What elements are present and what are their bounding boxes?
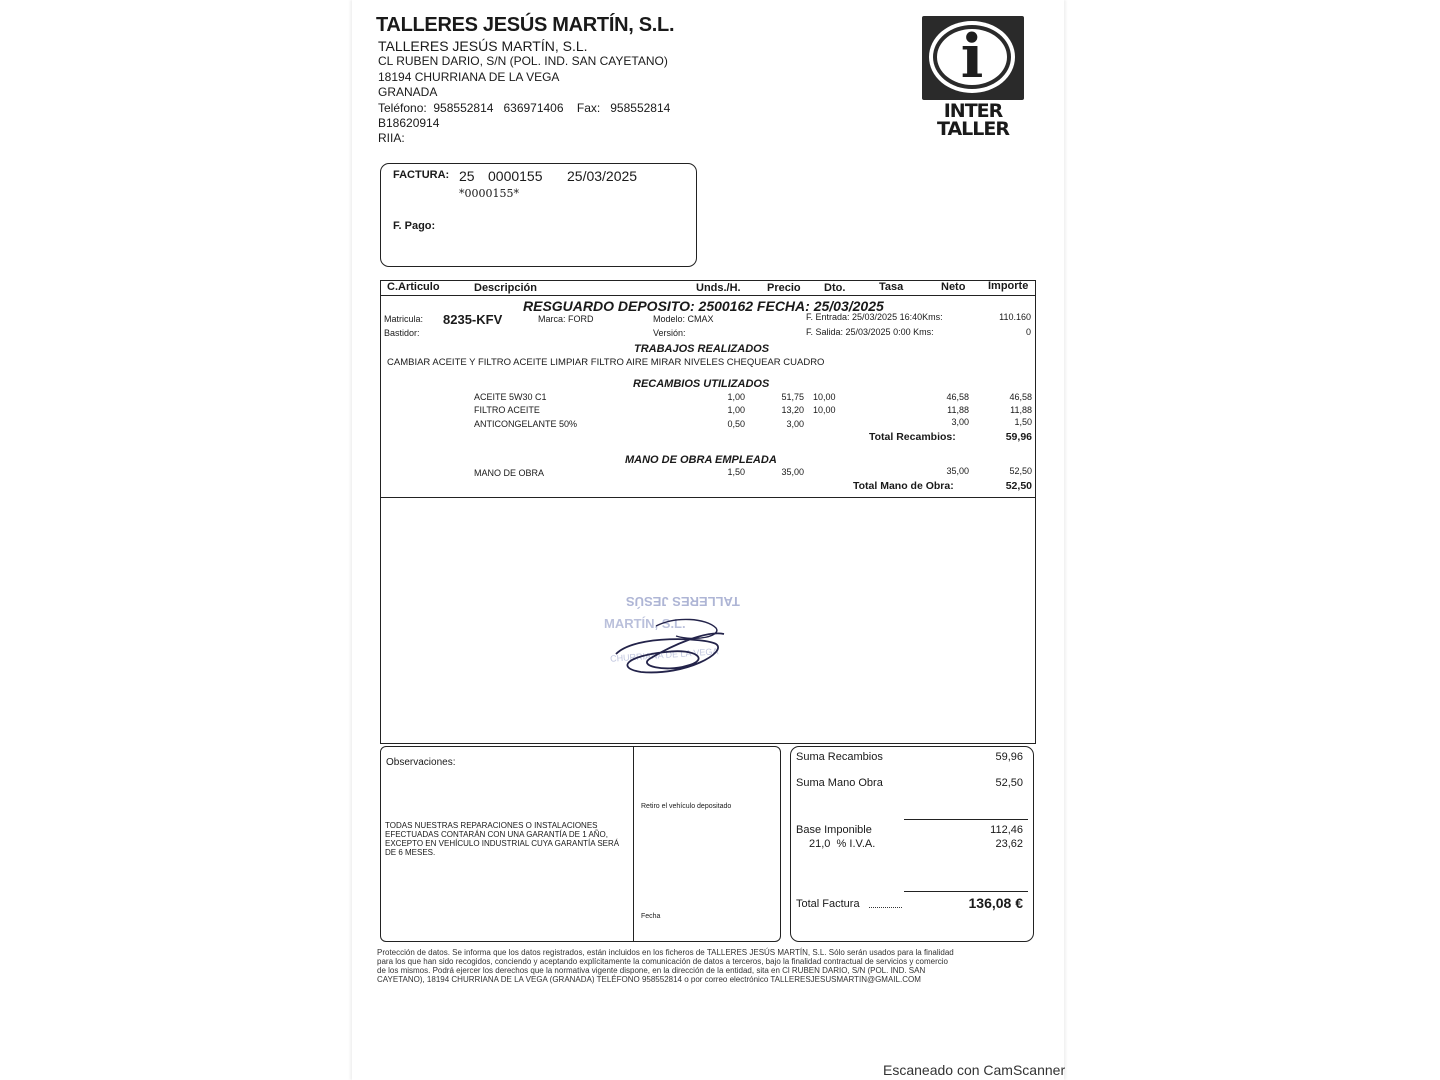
labor-units: 1,50	[727, 467, 745, 477]
sum-labor-value: 52,50	[995, 777, 1023, 789]
part-neto: 11,88	[947, 405, 969, 415]
vat-rate-value: 21,0	[809, 838, 831, 850]
col-dto: Dto.	[824, 282, 846, 294]
invoice-date: 25/03/2025	[567, 168, 638, 184]
entry-date: F. Entrada: 25/03/2025 16:40Kms:	[806, 312, 943, 322]
labor-title: MANO DE OBRA EMPLEADA	[625, 454, 777, 466]
entry-kms: 110.160	[999, 312, 1031, 322]
col-importe: Importe	[988, 280, 1029, 292]
company-cif: B18620914	[378, 116, 440, 130]
vehicle-brand: Marca: FORD	[538, 314, 594, 324]
company-name-secondary: TALLERES JESÚS MARTÍN, S.L.	[378, 38, 588, 54]
fax-label: Fax:	[576, 101, 601, 115]
company-province: GRANADA	[378, 85, 438, 99]
observations-divider	[633, 747, 634, 941]
invoice-number: 0000155	[488, 168, 543, 184]
observations-box	[380, 746, 781, 942]
base-value: 112,46	[990, 824, 1023, 836]
stamp-line-3: CHURRIANA DE LA VEGA	[609, 646, 719, 664]
part-price: 3,00	[786, 419, 804, 429]
part-units: 0,50	[727, 419, 745, 429]
part-dto: 10,00	[813, 392, 836, 402]
part-units: 1,00	[727, 392, 745, 402]
pickup-label: Retiro el vehículo depositado	[641, 803, 732, 810]
sum-parts-label: Suma Recambios	[796, 751, 883, 763]
vat-rate	[809, 838, 875, 850]
labor-importe: 52,50	[1009, 466, 1032, 476]
labor-desc: MANO DE OBRA	[474, 468, 545, 478]
company-stamp	[596, 586, 786, 681]
parts-total: 59,96	[1005, 431, 1032, 443]
vehicle-model: Modelo: CMAX	[653, 314, 714, 324]
invoice-box	[380, 163, 697, 267]
items-table	[380, 280, 1036, 744]
exit-kms: 0	[1025, 327, 1031, 337]
sum-labor-label: Suma Mano Obra	[796, 777, 883, 789]
company-name: TALLERES JESÚS MARTÍN, S.L.	[376, 14, 675, 36]
payment-label: F. Pago:	[393, 220, 436, 232]
summary-rule-1	[904, 819, 1028, 820]
works-title: TRABAJOS REALIZADOS	[634, 343, 770, 355]
warranty-text: TODAS NUESTRAS REPARACIONES O INSTALACIONES EFECTUADAS CONTARÁN CON UNA GARANTÍA DE 1 AÑO, EXCEPTO EN VEHÍCULO INDUSTRIAL CUYA GARANTÍA SERÁ DE 6 MESES.	[385, 821, 620, 857]
total-label: Total Factura	[796, 898, 860, 910]
labor-total-label: Total Mano de Obra:	[853, 480, 954, 492]
col-neto: Neto	[941, 281, 966, 293]
part-price: 51,75	[781, 392, 804, 402]
works-text: CAMBIAR ACEITE Y FILTRO ACEITE LIMPIAR FILTRO AIRE MIRAR NIVELES CHEQUEAR CUADRO	[387, 357, 825, 368]
logo-text-taller: TALLER	[936, 118, 1009, 140]
stamp-line-1: TALLERES JESÚS	[626, 594, 740, 609]
phone-1: 958552814	[433, 101, 494, 115]
table-header-row	[381, 281, 1035, 296]
col-unidades: Unds./H.	[696, 282, 741, 294]
fax-number: 958552814	[610, 101, 671, 115]
observations-label: Observaciones:	[386, 757, 456, 768]
company-postal: 18194 CHURRIANA DE LA VEGA	[378, 70, 560, 84]
col-descripcion: Descripción	[474, 282, 537, 294]
labor-total: 52,50	[1005, 480, 1032, 492]
parts-title: RECAMBIOS UTILIZADOS	[633, 378, 770, 390]
invoice-series: 25	[459, 168, 475, 184]
part-dto: 10,00	[813, 405, 836, 415]
part-price: 13,20	[781, 405, 804, 415]
company-riia: RIIA:	[378, 131, 405, 145]
total-dots	[869, 907, 902, 908]
plate-label: Matricula:	[384, 314, 424, 324]
part-desc: ACEITE 5W30 C1	[474, 392, 547, 402]
part-desc: ANTICONGELANTE 50%	[474, 419, 578, 429]
camscanner-watermark: Escaneado con CamScanner	[883, 1062, 1066, 1078]
signature	[596, 586, 786, 681]
logo-letter: i	[960, 22, 984, 92]
parts-total-label: Total Recambios:	[869, 431, 956, 443]
part-neto: 3,00	[951, 417, 969, 427]
intertaller-logo	[920, 16, 1026, 140]
part-importe: 46,58	[1009, 392, 1032, 402]
exit-date: F. Salida: 25/03/2025 0:00 Kms:	[806, 327, 934, 337]
col-precio: Precio	[767, 282, 801, 294]
phone-label: Teléfono:	[378, 101, 427, 115]
part-neto: 46,58	[946, 392, 969, 402]
labor-price: 35,00	[781, 467, 804, 477]
table-divider	[381, 497, 1035, 498]
vat-value: 23,62	[995, 838, 1023, 850]
invoice-barcode: *0000155*	[459, 187, 519, 200]
phone-2: 636971406	[503, 101, 564, 115]
total-value: 136,08 €	[968, 895, 1023, 911]
summary-rule-2	[904, 891, 1028, 892]
part-desc: FILTRO ACEITE	[474, 405, 540, 415]
part-units: 1,00	[727, 405, 745, 415]
deposit-title: RESGUARDO DEPOSITO: 2500162 FECHA: 25/03/2025	[523, 298, 884, 314]
vat-label: % I.V.A.	[836, 838, 876, 850]
company-phones	[378, 101, 670, 116]
plate-value: 8235-KFV	[443, 312, 503, 327]
frame-label: Bastidor:	[384, 328, 420, 338]
company-address: CL RUBEN DARIO, S/N (POL. IND. SAN CAYETANO)	[378, 54, 668, 68]
stamp-line-2: MARTÍN, S.L.	[604, 616, 686, 631]
part-importe: 11,88	[1010, 405, 1032, 415]
invoice-label: FACTURA:	[393, 169, 450, 181]
part-importe: 1,50	[1014, 417, 1032, 427]
pickup-date-label: Fecha	[641, 913, 661, 920]
vehicle-version: Versión:	[653, 328, 686, 338]
sum-parts-value: 59,96	[995, 751, 1023, 763]
col-tasa: Tasa	[879, 281, 904, 293]
labor-neto: 35,00	[946, 466, 969, 476]
legal-notice: Protección de datos. Se informa que los datos registrados, están incluidos en los ficheros de TALLERES JESÚS MARTÍN, S.L. Sólo serán usados para la finalidad para los que han sido recogidos, conciendo y aceptando explícitamente la comunicación de datos a terceros, bajo la finalidad contractual de servicios y comercio de los mismos. Podrá ejercer los derechos que la normativa vigente dispone, en la dirección de la entidad, sita en Cl RUBEN DARIO, S/N (POL. IND. SAN CAYETANO), 18194 CHURRIANA DE LA VEGA (GRANADA) TELÉFONO 958552814 o por correo electrónico TALLERESJESUSMARTIN@GMAIL.COM	[377, 948, 954, 984]
logo-text-inter: INTER	[943, 100, 1003, 122]
col-codigo: C.Articulo	[387, 281, 440, 293]
base-label: Base Imponible	[796, 824, 872, 836]
summary-box	[790, 746, 1034, 942]
